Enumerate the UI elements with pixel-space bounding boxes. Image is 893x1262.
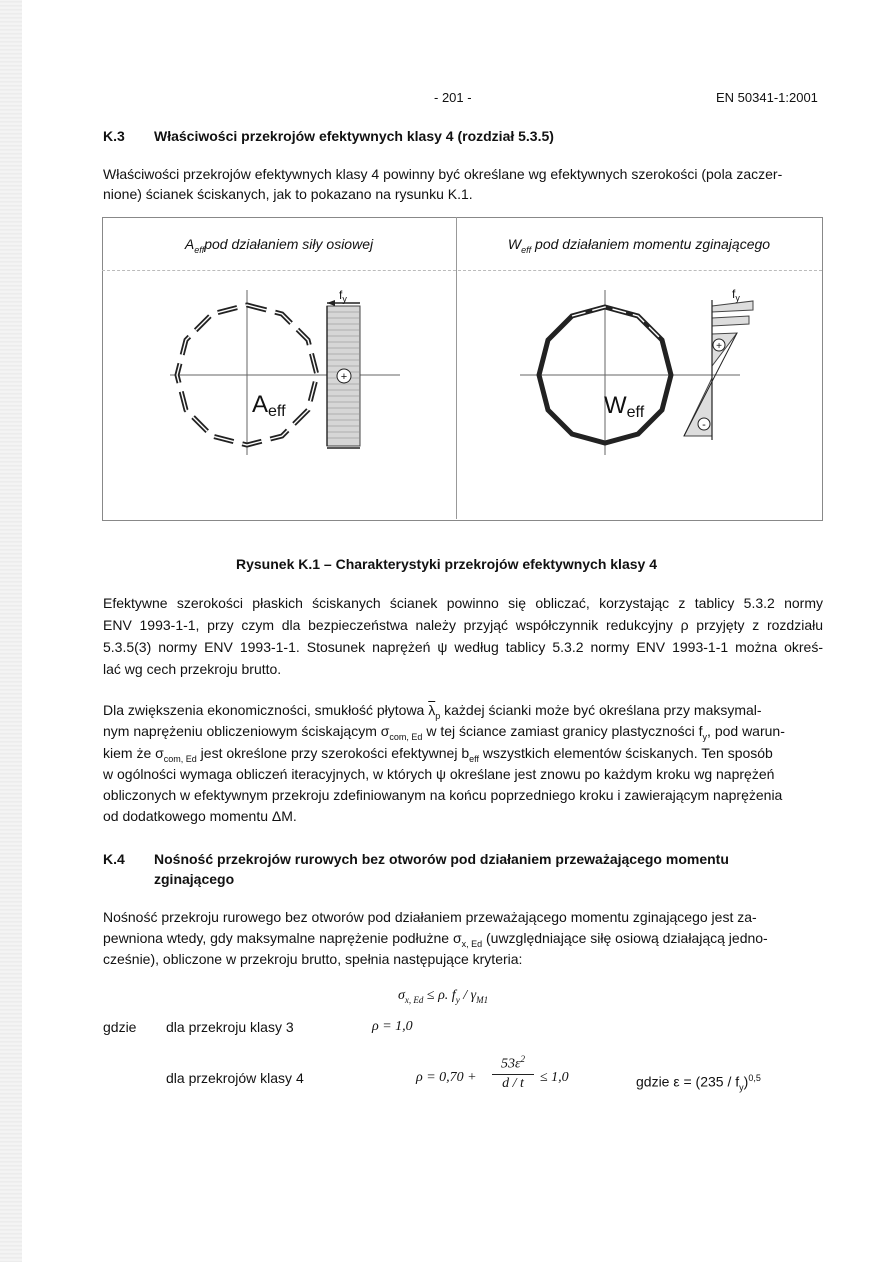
weff-label: Weff xyxy=(604,392,645,421)
class4-fraction xyxy=(492,1054,534,1092)
para2-line1: Dla zwiększenia ekonomiczności, smukłość płytowa $\overline{\lambda}_p$ każdej ścianki może być określana przy maksymal- xyxy=(103,702,762,721)
para2-line5: obliczonych w efektywnym przekroju zdefiniowanym na końcu poprzedniego kroku i zawierającym naprężenia xyxy=(103,787,783,803)
figure-caption: Rysunek K.1 – Charakterystyki przekrojów efektywnych klasy 4 xyxy=(236,556,657,572)
para1-line2: ENV 1993-1-1, przy czym dla bezpieczeństwa należy przyjąć współczynnik redukcyjny ρ przyjęty z rozdziału xyxy=(103,617,823,633)
class4-fraction-bar xyxy=(492,1074,534,1075)
k3-intro-line2: nione) ścianek ściskanych, jak to pokazano na rysunku K.1. xyxy=(103,186,473,202)
weff-stress-top-1 xyxy=(712,301,753,312)
para2-line3: kiem że $\sigma_{com, Ed}$ jest określone przy szerokości efektywnej $b_{eff}$ wszystkich elementów ściskanych. Ten sposób xyxy=(103,745,773,764)
class4-numerator: $53\varepsilon^2$ xyxy=(500,1054,526,1072)
para2-line6: od dodatkowego momentu ΔM. xyxy=(103,808,297,824)
class4-label: dla przekrojów klasy 4 xyxy=(166,1070,304,1086)
class4-formula-lhs: ρ = 0,70 + xyxy=(416,1070,477,1085)
scan-edge xyxy=(0,0,22,1262)
gdzie-label: gdzie xyxy=(103,1019,137,1035)
weff-plus-sign: + xyxy=(716,341,722,352)
k4-para-line1: Nośność przekroju rurowego bez otworów pod działaniem przeważającego momentu zginającego jest za- xyxy=(103,909,757,925)
epsilon-definition: gdzie $\varepsilon = (235 / f_y)^{0,5}$ xyxy=(636,1073,761,1093)
k3-intro-line1: Właściwości przekrojów efektywnych klasy 4 powinny być określane wg efektywnych szerokości (pola zaczer- xyxy=(103,166,783,182)
para1-line1: Efektywne szerokości płaskich ściskanych ścianek powinno się obliczać, korzystając z tablicy 5.3.2 normy xyxy=(103,595,823,611)
section-k4-title-line1: Nośność przekrojów rurowych bez otworów pod działaniem przeważającego momentu xyxy=(154,851,729,867)
weff-stress-top-2 xyxy=(712,316,749,326)
class3-formula: ρ = 1,0 xyxy=(372,1019,413,1034)
figure-right-heading: $W_{eff}$ pod działaniem momentu zginającego xyxy=(507,236,771,255)
aeff-arrow-head-top xyxy=(327,300,335,306)
figure-left-heading: $A_{eff}pod$ działaniem siły osiowej xyxy=(184,236,374,255)
section-k4-title-line2: zginającego xyxy=(154,871,235,887)
weff-fy-label: $f_y$ xyxy=(732,287,740,303)
class4-formula-rhs: ≤ 1,0 xyxy=(540,1070,569,1085)
para2-line2: nym naprężeniu obliczeniowym ściskającym $\sigma_{com, Ed}$ w tej ściance zamiast granicy plastyczności $f_y$, pod warun- xyxy=(103,723,785,742)
section-k4-number: K.4 xyxy=(103,851,125,867)
aeff-plus-sign: + xyxy=(340,371,348,383)
standard-id: EN 50341-1:2001 xyxy=(716,90,818,105)
para2-line4: w ogólności wymaga obliczeń iteracyjnych, w których ψ określane jest znowu po każdym kroku wg naprężeń xyxy=(103,766,775,782)
main-criterion-formula: $\sigma_{x, Ed} \le \rho$. $f_y / \gamma_{M1}$ xyxy=(398,988,489,1005)
class3-label: dla przekroju klasy 3 xyxy=(166,1019,294,1035)
page-number: - 201 - xyxy=(434,90,472,105)
para1-line4: lać wg cech przekroju brutto. xyxy=(103,661,282,677)
k4-para-line3: cześnie), obliczone w przekroju brutto, spełnia następujące kryteria: xyxy=(103,951,523,967)
section-k3-number: K.3 xyxy=(103,128,125,144)
class4-denominator: d / t xyxy=(502,1075,524,1091)
figure-k1-drawing xyxy=(102,271,821,518)
aeff-fy-label: $f_y$ xyxy=(339,288,347,304)
weff-minus-sign: - xyxy=(702,419,706,431)
para1-line3: 5.3.5(3) normy ENV 1993-1-1. Stosunek naprężeń ψ według tablicy 5.3.2 normy ENV 1993-1-1 można okreś- xyxy=(103,639,823,655)
aeff-label: Aeff xyxy=(252,391,286,420)
k4-para-line2: pewniona wtedy, gdy maksymalne naprężenie podłużne $\sigma_{x, Ed}$ (uwzględniające siłę osiową działającą jedno- xyxy=(103,930,768,949)
section-k3-title: Właściwości przekrojów efektywnych klasy 4 (rozdział 5.3.5) xyxy=(154,128,554,144)
